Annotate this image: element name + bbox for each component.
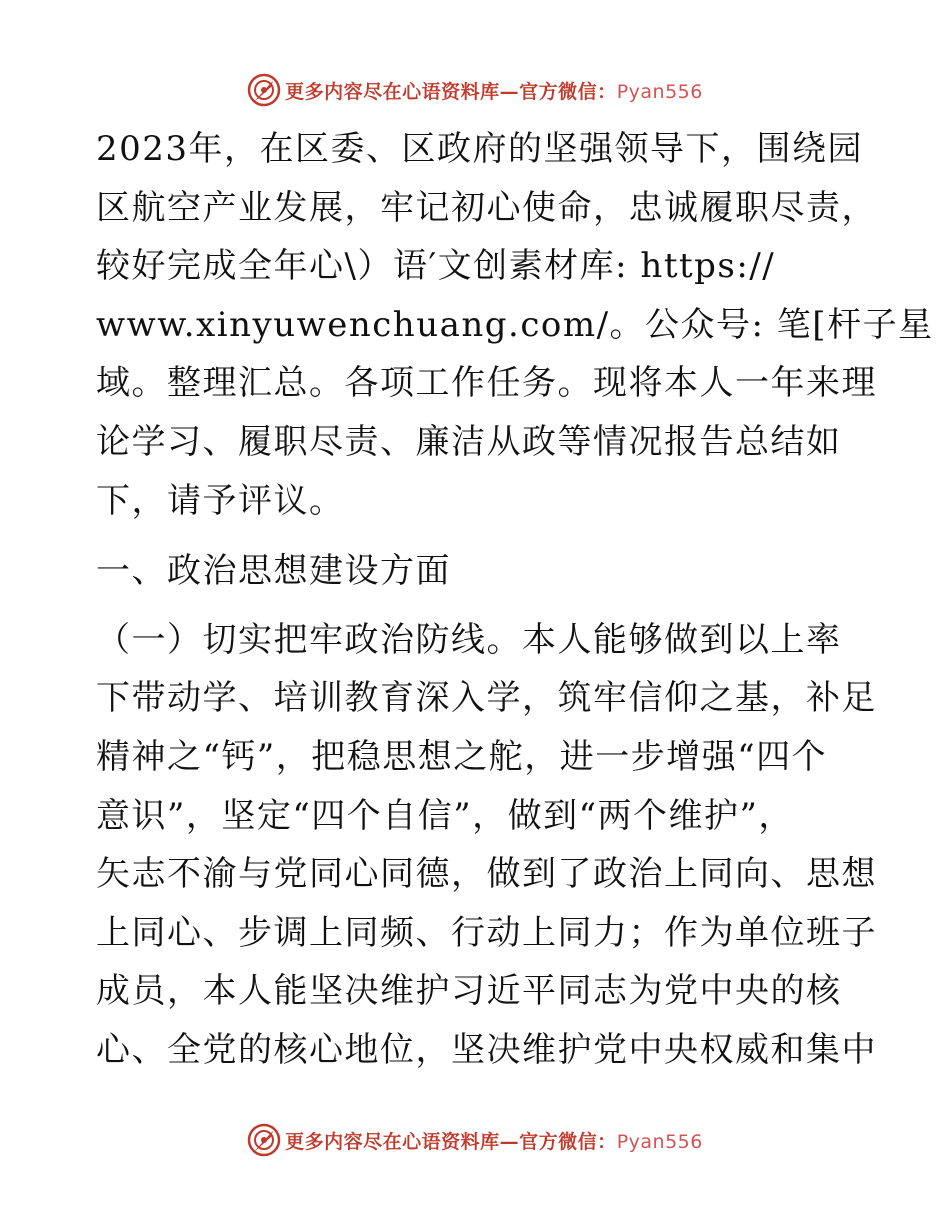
text-line: 下带动学、培训教育深入学，筑牢信仰之基，补足: [96, 678, 877, 719]
text-line: 意识”，坚定“四个自信”，做到“两个维护”，: [96, 795, 794, 836]
banner-wechat-id: Pyan556: [616, 1130, 703, 1153]
text-line: 精神之“钙”，把稳思想之舵，进一步增强“四个: [96, 736, 828, 777]
footer-watermark-banner: [0, 1120, 950, 1160]
banner-brand: 更多内容尽在心语资料库: [285, 80, 500, 103]
heading-line: 一、政治思想建设方面: [96, 551, 451, 592]
banner-text: [285, 1127, 703, 1154]
text-line: 上同心、步调上同频、行动上同力；作为单位班子: [96, 912, 877, 953]
text-line: 成员，本人能坚决维护习近平同志为党中央的核: [96, 971, 842, 1012]
banner-official-label: 官方微信：: [519, 80, 617, 103]
text-line: 心、全党的核心地位，坚决维护党中央权威和集中: [96, 1029, 877, 1070]
text-line: www.xinyuwenchuang.com/。公众号: 笔[杆子星: [96, 304, 934, 345]
text-line: 区航空产业发展，牢记初心使命，忠诚履职尽责，: [96, 187, 877, 228]
banner-official-label: 官方微信：: [519, 1130, 617, 1153]
text-line: 论学习、履职尽责、廉洁从政等情况报告总结如: [96, 421, 842, 462]
text-line: 下，请予评议。: [96, 480, 345, 521]
paragraph-intro: [96, 120, 934, 530]
banner-brand: 更多内容尽在心语资料库: [285, 1130, 500, 1153]
banner-text: [285, 77, 703, 104]
document-body: [96, 120, 934, 1080]
section-heading: [96, 542, 856, 601]
banner-dash: —: [499, 1130, 520, 1153]
text-line: （一）切实把牢政治防线。本人能够做到以上率: [96, 619, 842, 660]
quill-logo-icon: [247, 73, 281, 107]
text-line: 域。整理汇总。各项工作任务。现将本人一年来理: [96, 363, 877, 404]
paragraph-political: [96, 611, 877, 1080]
text-line: 2023年，在区委、区政府的坚强领导下，围绕园: [96, 129, 864, 169]
text-line: 矢志不渝与党同心同德，做到了政治上同向、思想: [96, 854, 877, 895]
header-watermark-banner: [0, 70, 950, 110]
banner-wechat-id: Pyan556: [616, 80, 703, 103]
text-line: 较好完成全年心\）语′文创素材库: https://: [96, 246, 776, 287]
banner-dash: —: [499, 80, 520, 103]
quill-logo-icon: [247, 1123, 281, 1157]
